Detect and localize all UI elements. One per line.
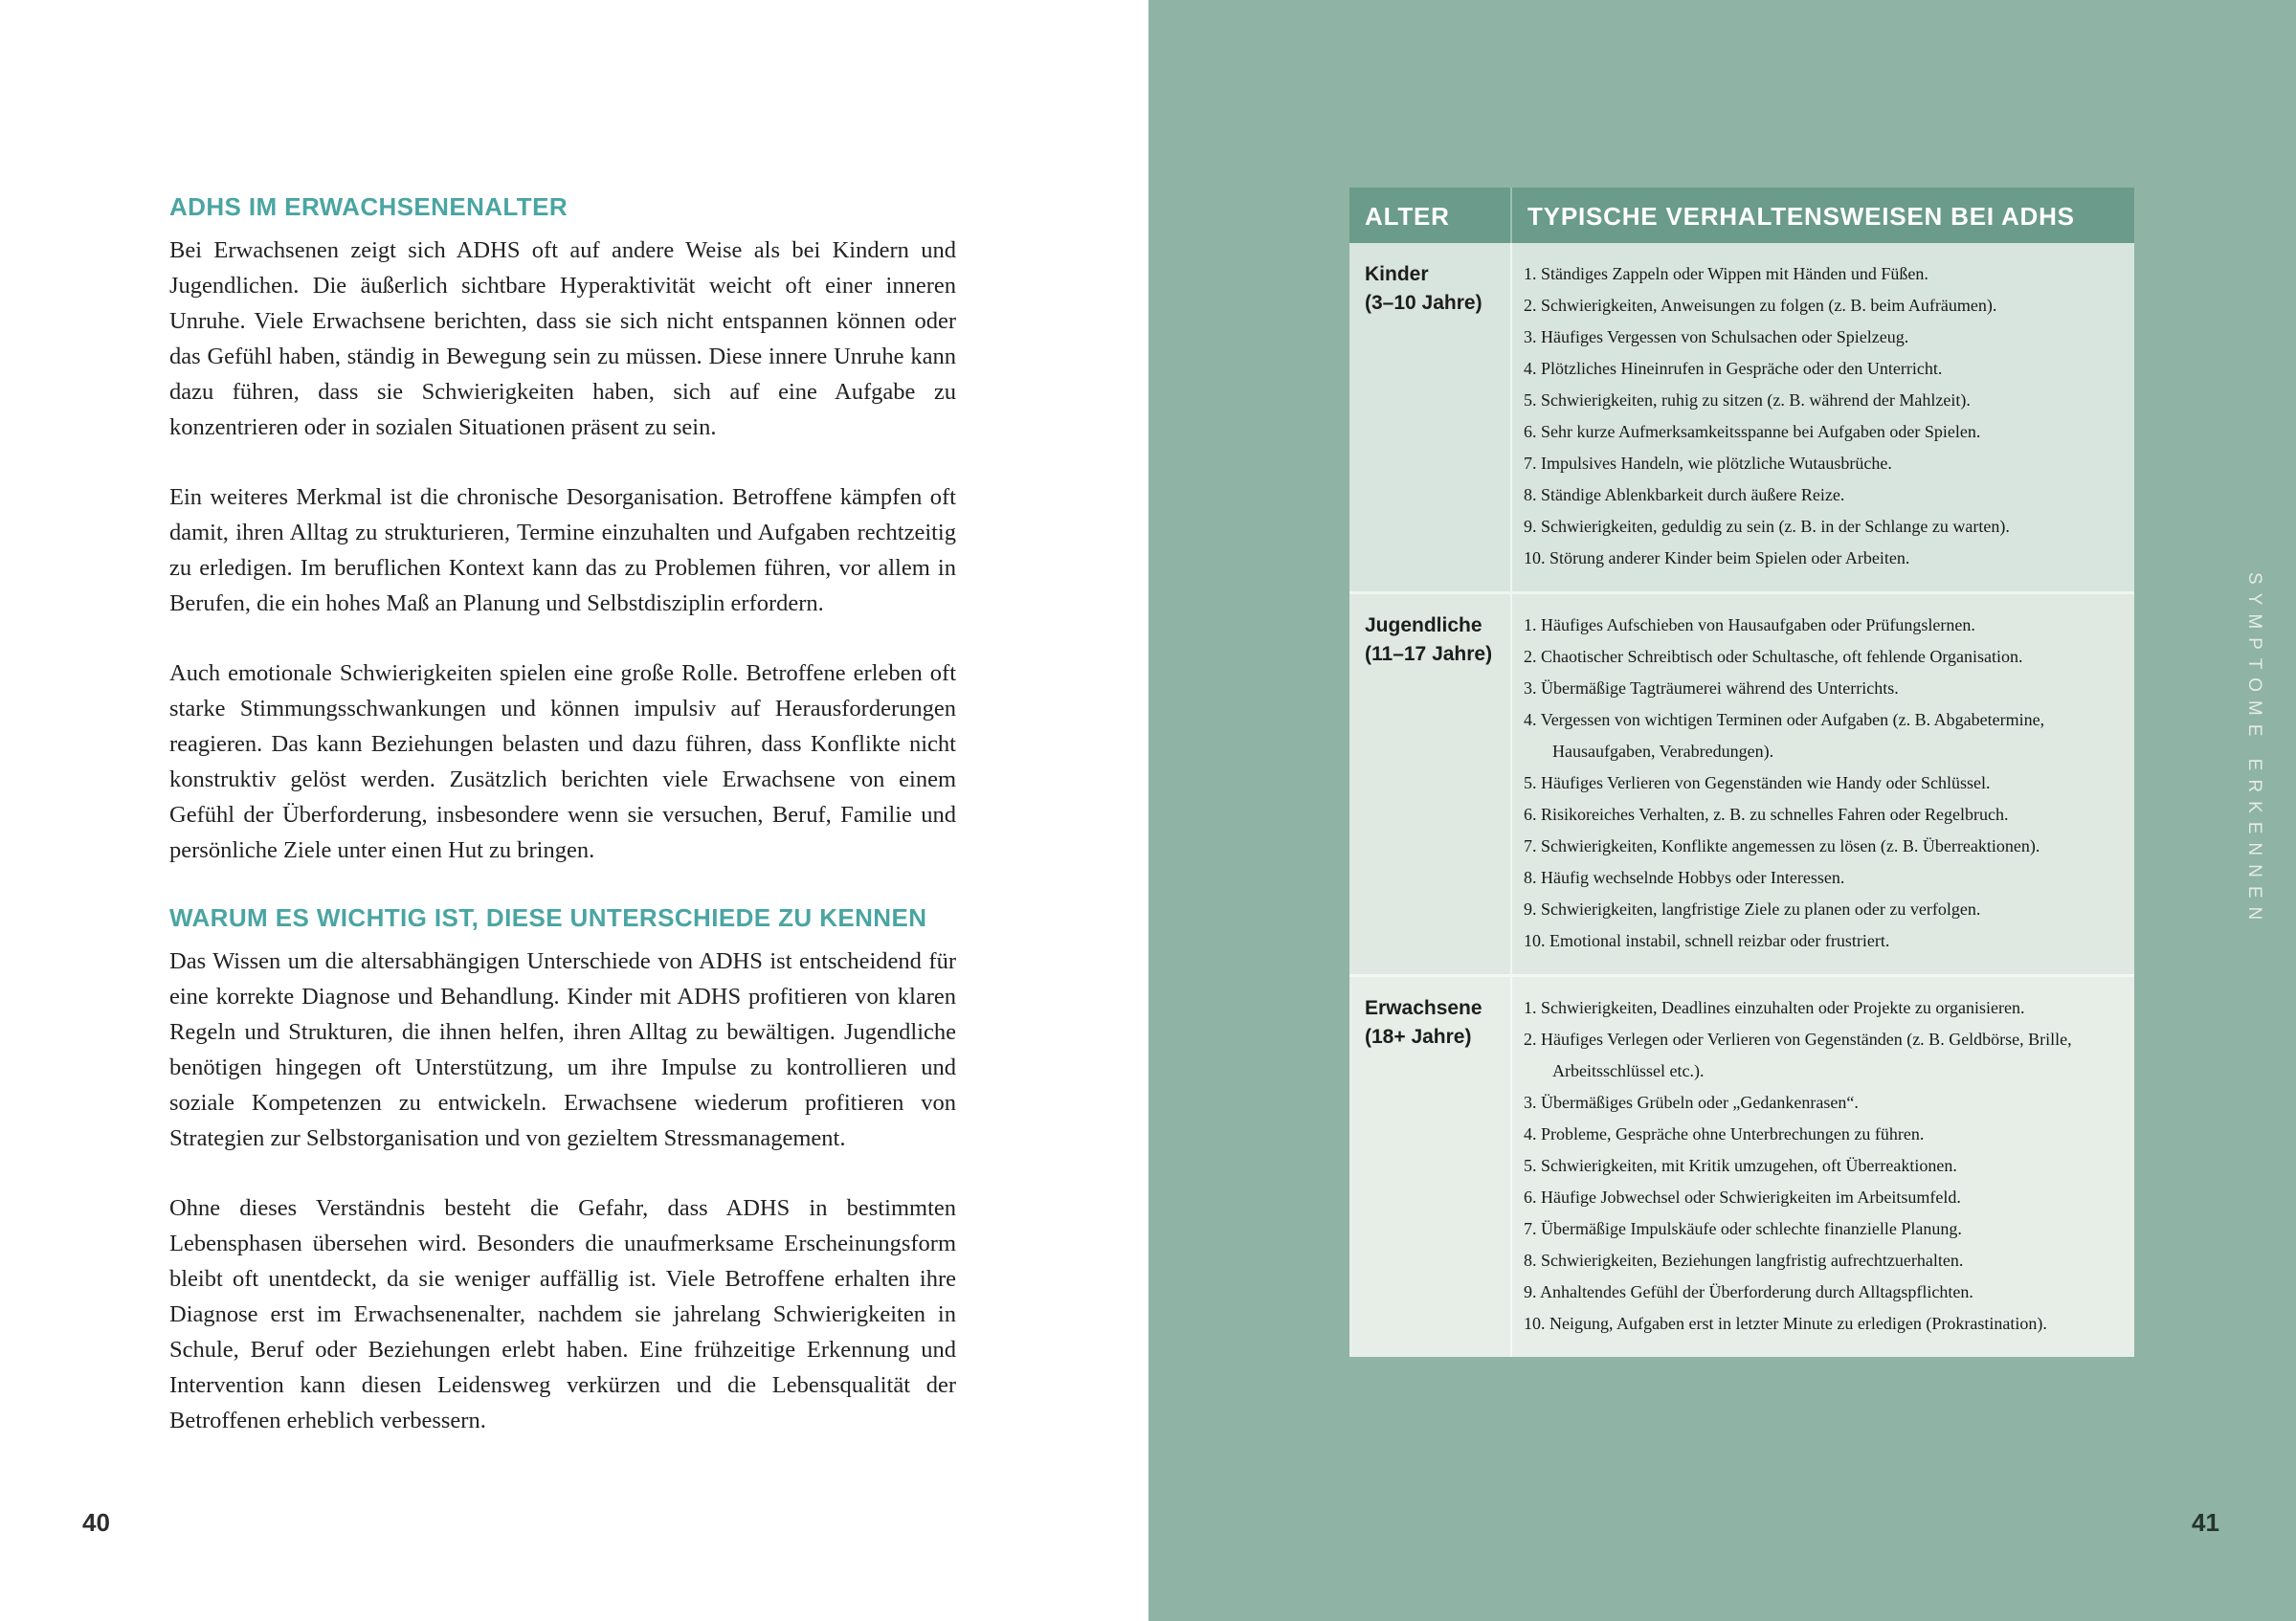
page-number-left: 40 bbox=[82, 1508, 110, 1537]
behavior-item: Sehr kurze Aufmerksamkeitsspanne bei Aufgaben oder Spielen. bbox=[1541, 422, 1981, 441]
behavior-item: Vergessen von wichtigen Terminen oder Aufgaben (z. B. Abgabetermine, Hausaufgaben, Verabredungen). bbox=[1540, 710, 2045, 761]
paragraph: Auch emotionale Schwierigkeiten spielen eine große Rolle. Betroffene erleben oft starke Stimmungsschwankungen und können impulsiv auf Herausforderungen reagieren. Das kann Beziehungen belasten und dazu führen, dass Konflikte nicht konstruktiv gelöst werden. Zusätzlich berichten viele Erwachsene von einem Gefühl der Überforderung, insbesondere wenn sie versuchen, Beruf, Familie und persönliche Ziele unter einen Hut zu bringen. bbox=[169, 660, 956, 863]
behavior-item: Häufig wechselnde Hobbys oder Interessen. bbox=[1541, 868, 1845, 887]
behavior-item: Anhaltendes Gefühl der Überforderung durch Alltagspflichten. bbox=[1540, 1282, 1973, 1301]
age-group-range: (18+ Jahre) bbox=[1365, 1026, 1472, 1048]
behavior-item: Schwierigkeiten, Anweisungen zu folgen (z. B. beim Aufräumen). bbox=[1541, 296, 1997, 315]
behavior-item: Impulsives Handeln, wie plötzliche Wutausbrüche. bbox=[1541, 454, 1892, 473]
age-group-cell bbox=[1349, 594, 1512, 974]
behavior-list-cell bbox=[1512, 243, 2134, 591]
behavior-item: Schwierigkeiten, mit Kritik umzugehen, oft Überreaktionen. bbox=[1541, 1156, 1957, 1175]
table-header-behaviors: TYPISCHE VERHALTENSWEISEN BEI ADHS bbox=[1512, 188, 2134, 243]
age-group-name: Kinder bbox=[1365, 263, 1429, 285]
behavior-list bbox=[1524, 992, 2129, 1340]
behavior-item: Schwierigkeiten, Deadlines einzuhalten oder Projekte zu organisieren. bbox=[1541, 998, 2025, 1017]
behavior-item: Häufiges Vergessen von Schulsachen oder Spielzeug. bbox=[1541, 327, 1909, 346]
section-heading-unterschiede: WARUM ES WICHTIG IST, DIESE UNTERSCHIEDE ZU KENNEN bbox=[169, 903, 927, 932]
age-group-name: Jugendliche bbox=[1365, 614, 1482, 636]
table-row-kinder bbox=[1349, 243, 2134, 591]
behavior-item: Übermäßiges Grübeln oder „Gedankenrasen“. bbox=[1541, 1093, 1859, 1112]
behavior-item: Schwierigkeiten, geduldig zu sein (z. B. in der Schlange zu warten). bbox=[1541, 517, 2010, 536]
chapter-margin-label: SYMPTOME ERKENNEN bbox=[2244, 572, 2264, 929]
behavior-item: Emotional instabil, schnell reizbar oder frustriert. bbox=[1549, 931, 1890, 950]
symptoms-table bbox=[1349, 188, 2134, 1357]
behavior-item: Schwierigkeiten, Beziehungen langfristig aufrechtzuerhalten. bbox=[1541, 1251, 1964, 1270]
behavior-item: Schwierigkeiten, Konflikte angemessen zu lösen (z. B. Überreaktionen). bbox=[1541, 836, 2040, 855]
behavior-list bbox=[1524, 258, 2129, 574]
age-group-name: Erwachsene bbox=[1365, 997, 1482, 1019]
behavior-item: Häufige Jobwechsel oder Schwierigkeiten im Arbeitsumfeld. bbox=[1541, 1188, 1961, 1207]
behavior-item: Neigung, Aufgaben erst in letzter Minute zu erledigen (Prokrastination). bbox=[1549, 1314, 2047, 1333]
behavior-item: Schwierigkeiten, langfristige Ziele zu planen oder zu verfolgen. bbox=[1541, 899, 1981, 919]
age-group-cell bbox=[1349, 243, 1512, 591]
behavior-item: Schwierigkeiten, ruhig zu sitzen (z. B. während der Mahlzeit). bbox=[1541, 390, 1971, 410]
behavior-list-cell bbox=[1512, 594, 2134, 974]
behavior-item: Übermäßige Tagträumerei während des Unterrichts. bbox=[1541, 678, 1899, 698]
age-group-cell bbox=[1349, 977, 1512, 1357]
table-header-age: ALTER bbox=[1349, 188, 1512, 243]
behavior-item: Ständige Ablenkbarkeit durch äußere Reize. bbox=[1541, 485, 1845, 504]
behavior-list bbox=[1524, 610, 2129, 957]
left-page-text-column bbox=[169, 191, 956, 1473]
behavior-item: Übermäßige Impulskäufe oder schlechte finanzielle Planung. bbox=[1541, 1219, 1962, 1238]
behavior-item: Häufiges Verlieren von Gegenständen wie Handy oder Schlüssel. bbox=[1541, 773, 1991, 792]
age-group-range: (3–10 Jahre) bbox=[1365, 292, 1482, 314]
page-number-right: 41 bbox=[2192, 1508, 2219, 1537]
behavior-item: Probleme, Gespräche ohne Unterbrechungen zu führen. bbox=[1541, 1124, 1925, 1144]
behavior-item: Chaotischer Schreibtisch oder Schultasche, oft fehlende Organisation. bbox=[1541, 647, 2023, 666]
behavior-item: Häufiges Verlegen oder Verlieren von Gegenständen (z. B. Geldbörse, Brille, Arbeitsschlüssel etc.). bbox=[1541, 1030, 2072, 1080]
paragraph: Bei Erwachsenen zeigt sich ADHS oft auf andere Weise als bei Kindern und Jugendlichen. Die äußerlich sichtbare Hyperaktivität weicht oft einer inneren Unruhe. Viele Erwachsene berichten, dass sie sich nicht entspannen können oder das Gefühl haben, ständig in Bewegung sein zu müssen. Diese innere Unruhe kann dazu führen, dass sie Schwierigkeiten haben, sich auf eine Aufgabe zu konzentrieren oder in sozialen Situationen präsent zu sein. bbox=[169, 237, 956, 440]
paragraph: Ein weiteres Merkmal ist die chronische Desorganisation. Betroffene kämpfen oft damit, ihren Alltag zu strukturieren, Termine einzuhalten und Aufgaben rechtzeitig zu erledigen. Im beruflichen Kontext kann das zu Problemen führen, vor allem in Berufen, die ein hohes Maß an Planung und Selbstdisziplin erfordern. bbox=[169, 484, 956, 616]
section-heading-adhs-erwachsenenalter: ADHS IM ERWACHSENENALTER bbox=[169, 192, 568, 221]
behavior-list-cell bbox=[1512, 977, 2134, 1357]
table-row-jugendliche bbox=[1349, 591, 2134, 974]
behavior-item: Plötzliches Hineinrufen in Gespräche oder den Unterricht. bbox=[1541, 359, 1943, 378]
table-header-row bbox=[1349, 188, 2134, 243]
behavior-item: Ständiges Zappeln oder Wippen mit Händen und Füßen. bbox=[1541, 264, 1928, 283]
behavior-item: Störung anderer Kinder beim Spielen oder Arbeiten. bbox=[1549, 548, 1910, 567]
right-page bbox=[1148, 0, 2296, 1621]
table-row-erwachsene bbox=[1349, 974, 2134, 1357]
behavior-item: Häufiges Aufschieben von Hausaufgaben oder Prüfungslernen. bbox=[1541, 615, 1975, 634]
age-group-range: (11–17 Jahre) bbox=[1365, 643, 1493, 665]
paragraph: Das Wissen um die altersabhängigen Unterschiede von ADHS ist entscheidend für eine korrekte Diagnose und Behandlung. Kinder mit ADHS profitieren von klaren Regeln und Strukturen, die ihnen helfen, ihren Alltag zu bewältigen. Jugendliche benötigen hingegen oft Unterstützung, um ihre Impulse zu kontrollieren und soziale Kompetenzen zu entwickeln. Erwachsene wiederum profitieren von Strategien zur Selbstorganisation und von gezieltem Stressmanagement. bbox=[169, 948, 956, 1151]
paragraph: Ohne dieses Verständnis besteht die Gefahr, dass ADHS in bestimmten Lebensphasen übersehen wird. Besonders die unaufmerksame Erscheinungsform bleibt oft unentdeckt, da sie weniger auffällig ist. Viele Betroffene erhalten ihre Diagnose erst im Erwachsenenalter, nachdem sie jahrelang Schwierigkeiten in Schule, Beruf oder Beziehungen erlebt haben. Eine frühzeitige Erkennung und Intervention kann diesen Leidensweg verkürzen und die Lebensqualität der Betroffenen erheblich verbessern. bbox=[169, 1195, 956, 1433]
behavior-item: Risikoreiches Verhalten, z. B. zu schnelles Fahren oder Regelbruch. bbox=[1541, 805, 2009, 824]
